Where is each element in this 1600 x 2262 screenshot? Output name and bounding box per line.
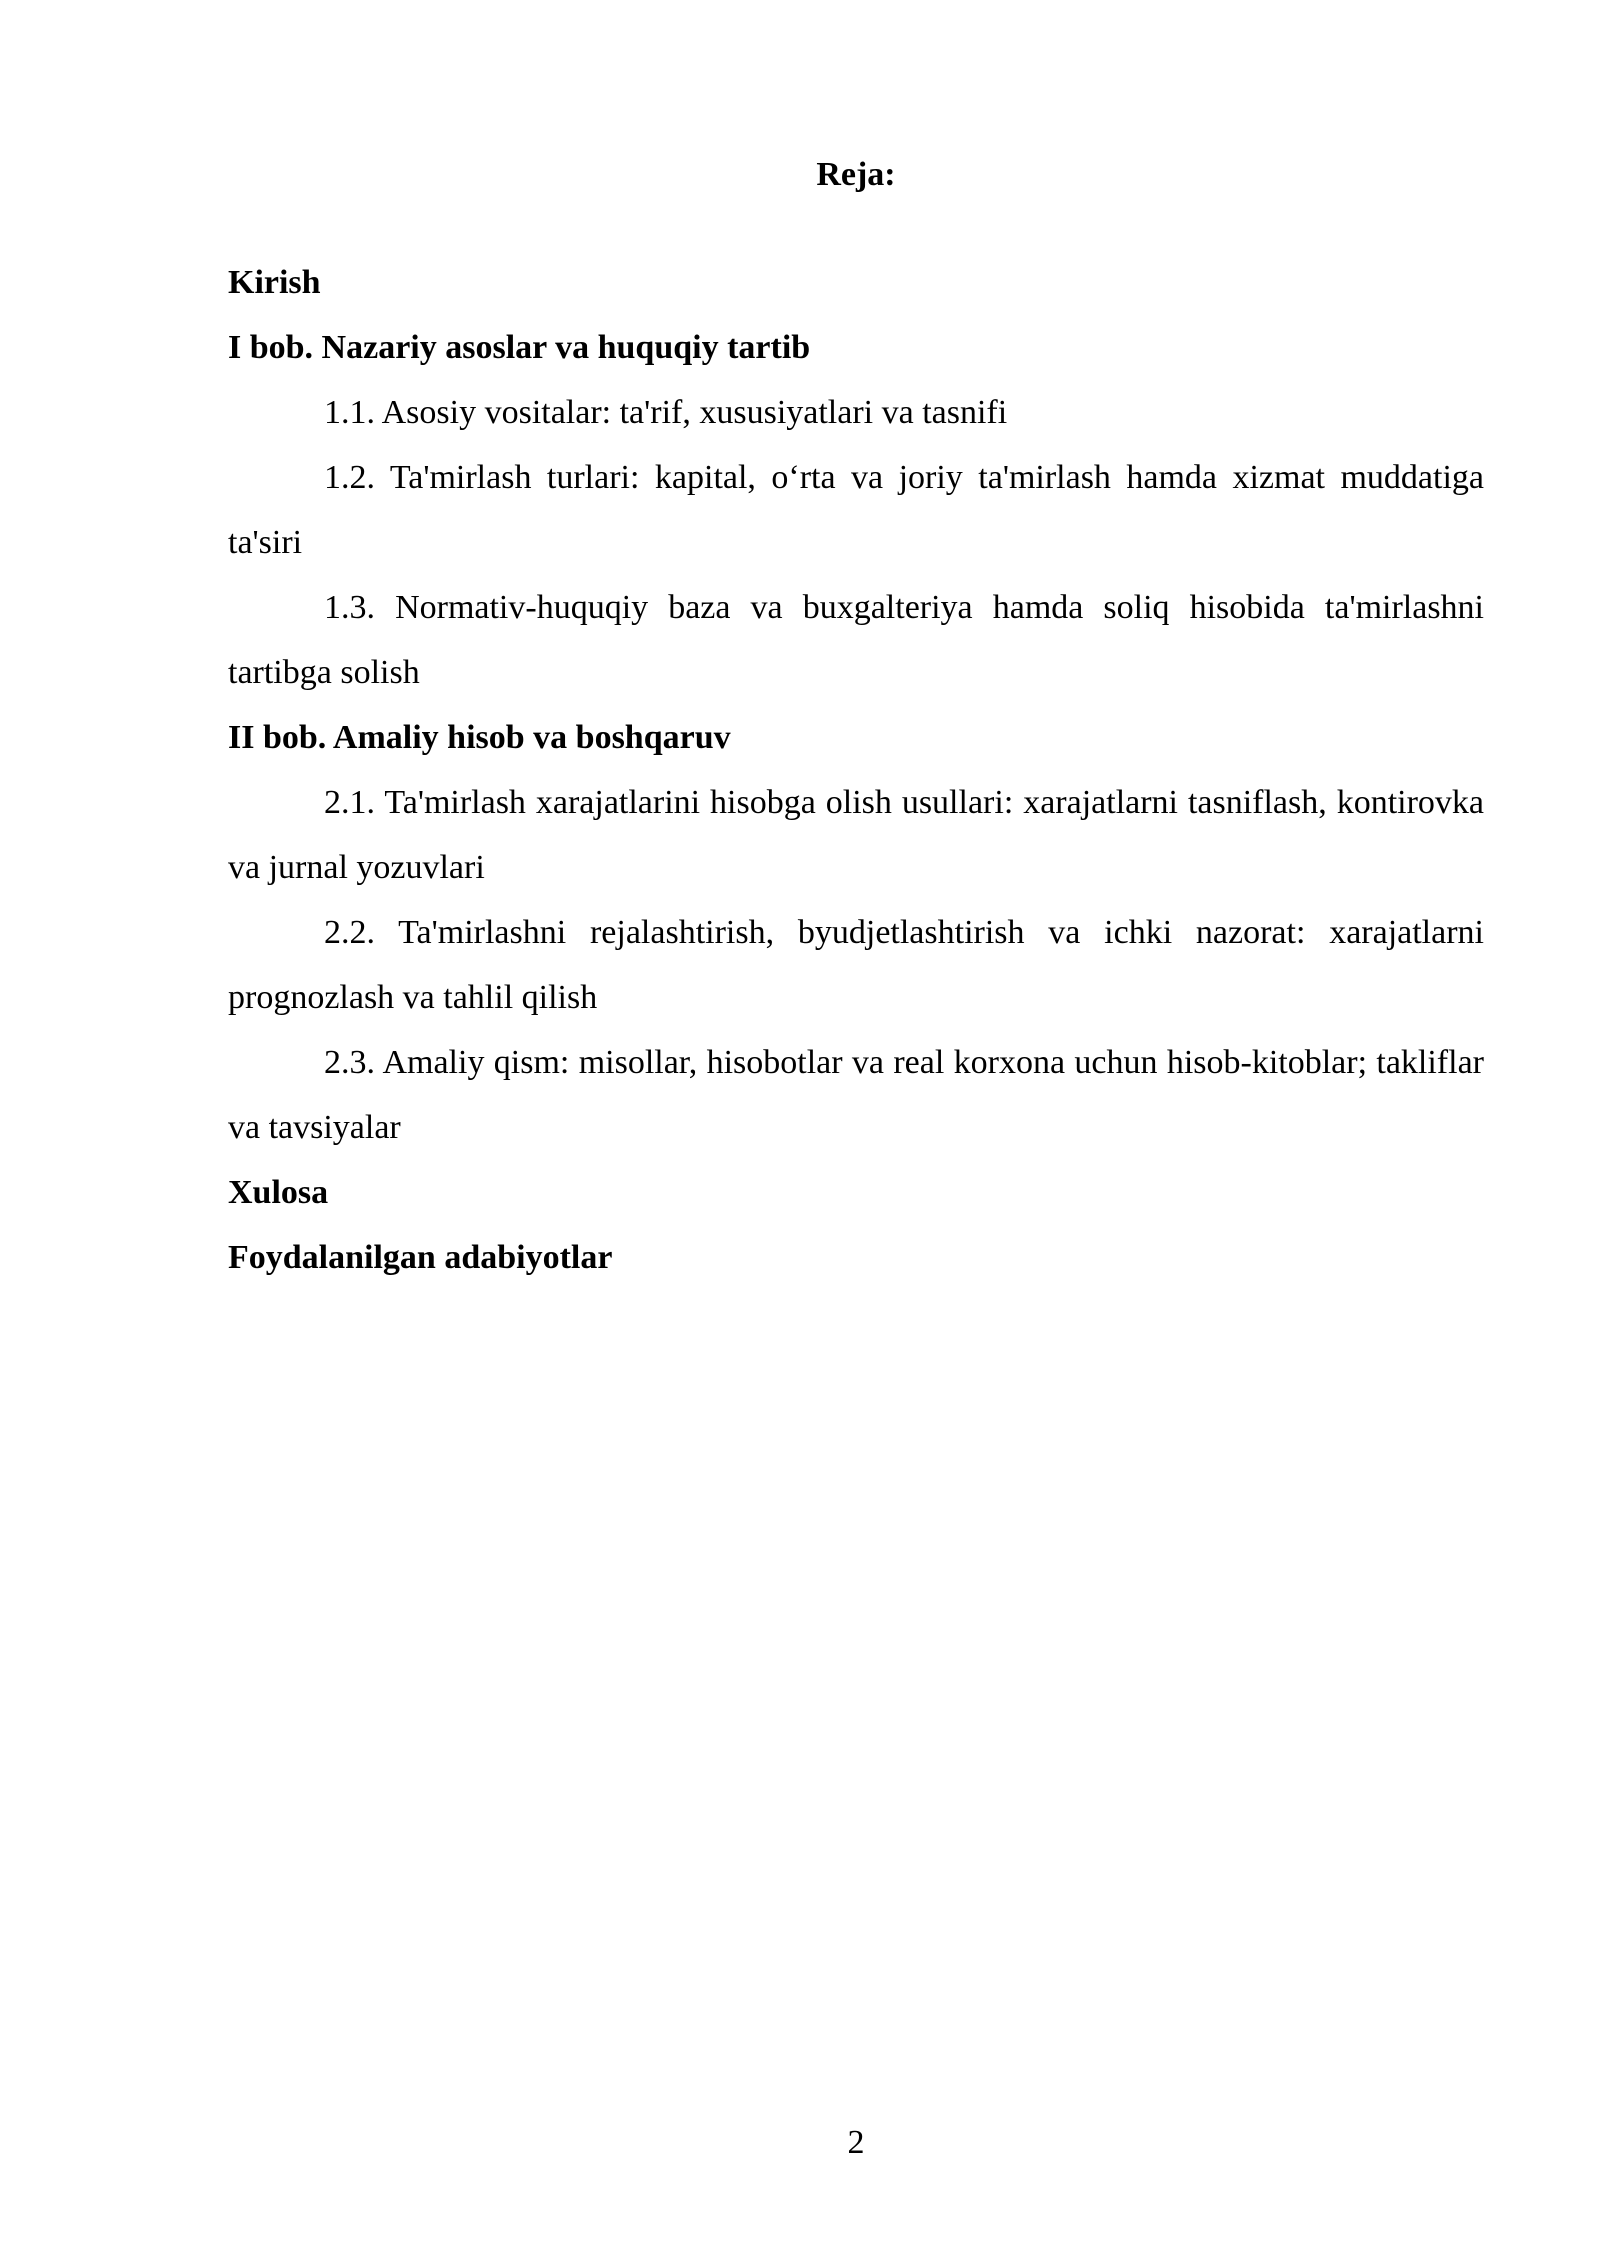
toc-chapter-1-title: I bob. Nazariy asoslar va huquqiy tartib [228,329,811,366]
toc-section-2-3: 2.3. Amaliy qism: misollar, hisobotlar va real korxona uchun hisob-kitoblar; takliflar va tavsiyalar [228,1044,1484,1146]
toc-section-1-3: 1.3. Normativ-huquqiy baza va buxgalteriya hamda soliq hisobida ta'mirlashni tartibga solish [228,589,1484,691]
toc-section-2-2: 2.2. Ta'mirlashni rejalashtirish, byudjetlashtirish va ichki nazorat: xarajatlarni prognozlash va tahlil qilish [228,914,1484,1016]
toc-conclusion: Xulosa [228,1174,329,1211]
toc-chapter-2-title: II bob. Amaliy hisob va boshqaruv [228,719,731,756]
toc-section-2-1: 2.1. Ta'mirlash xarajatlarini hisobga olish usullari: xarajatlarni tasniflash, kontirovka va jurnal yozuvlari [228,784,1484,886]
page-number: 2 [847,2124,865,2161]
page-title: Reja: [816,156,896,193]
toc-section-1-2: 1.2. Ta'mirlash turlari: kapital, o‘rta va joriy ta'mirlash hamda xizmat muddatiga ta'siri [228,459,1484,561]
toc-introduction: Kirish [228,264,321,301]
table-of-contents [228,250,1484,1290]
toc-section-1-1: 1.1. Asosiy vositalar: ta'rif, xususiyatlari va tasnifi [324,394,1008,431]
toc-references: Foydalanilgan adabiyotlar [228,1239,613,1276]
